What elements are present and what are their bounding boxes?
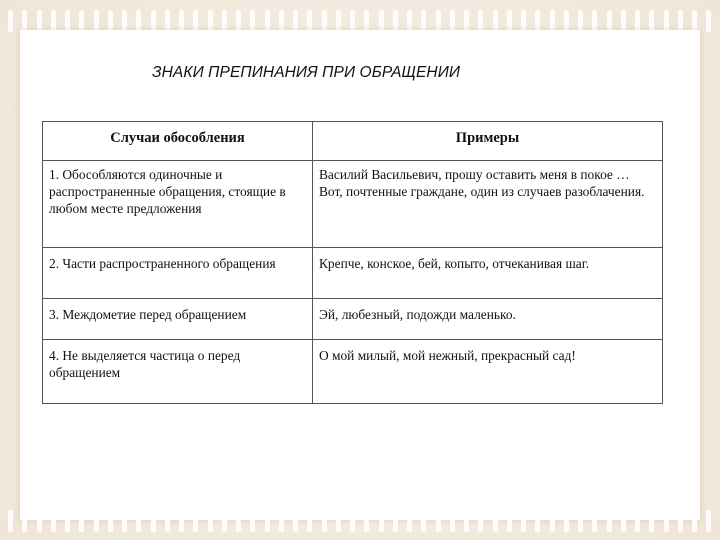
example-cell: О мой милый, мой нежный, прекрасный сад! <box>313 340 663 404</box>
example-cell: Эй, любезный, подожди маленько. <box>313 299 663 340</box>
table-row <box>43 340 663 404</box>
case-cell: 1. Обособляются одиночные и распространенные обращения, стоящие в любом месте предложения <box>43 161 313 248</box>
table-row <box>43 161 663 248</box>
header-cases: Случаи обособления <box>43 122 313 161</box>
table-header-row <box>43 122 663 161</box>
case-cell: 4. Не выделяется частица о перед обращением <box>43 340 313 404</box>
page-title: ЗНАКИ ПРЕПИНАНИЯ ПРИ ОБРАЩЕНИИ <box>152 64 461 81</box>
case-cell: 3. Междометие перед обращением <box>43 299 313 340</box>
case-cell: 2. Части распространенного обращения <box>43 248 313 299</box>
table-row <box>43 299 663 340</box>
bottom-perforation <box>8 508 712 534</box>
example-cell: Крепче, конское, бей, копыто, отчеканивая шаг. <box>313 248 663 299</box>
example-cell: Василий Васильевич, прошу оставить меня в покое … Вот, почтенные граждане, один из случаев разоблачения. <box>313 161 663 248</box>
table-row <box>43 248 663 299</box>
rules-table <box>42 121 663 404</box>
header-examples: Примеры <box>313 122 663 161</box>
